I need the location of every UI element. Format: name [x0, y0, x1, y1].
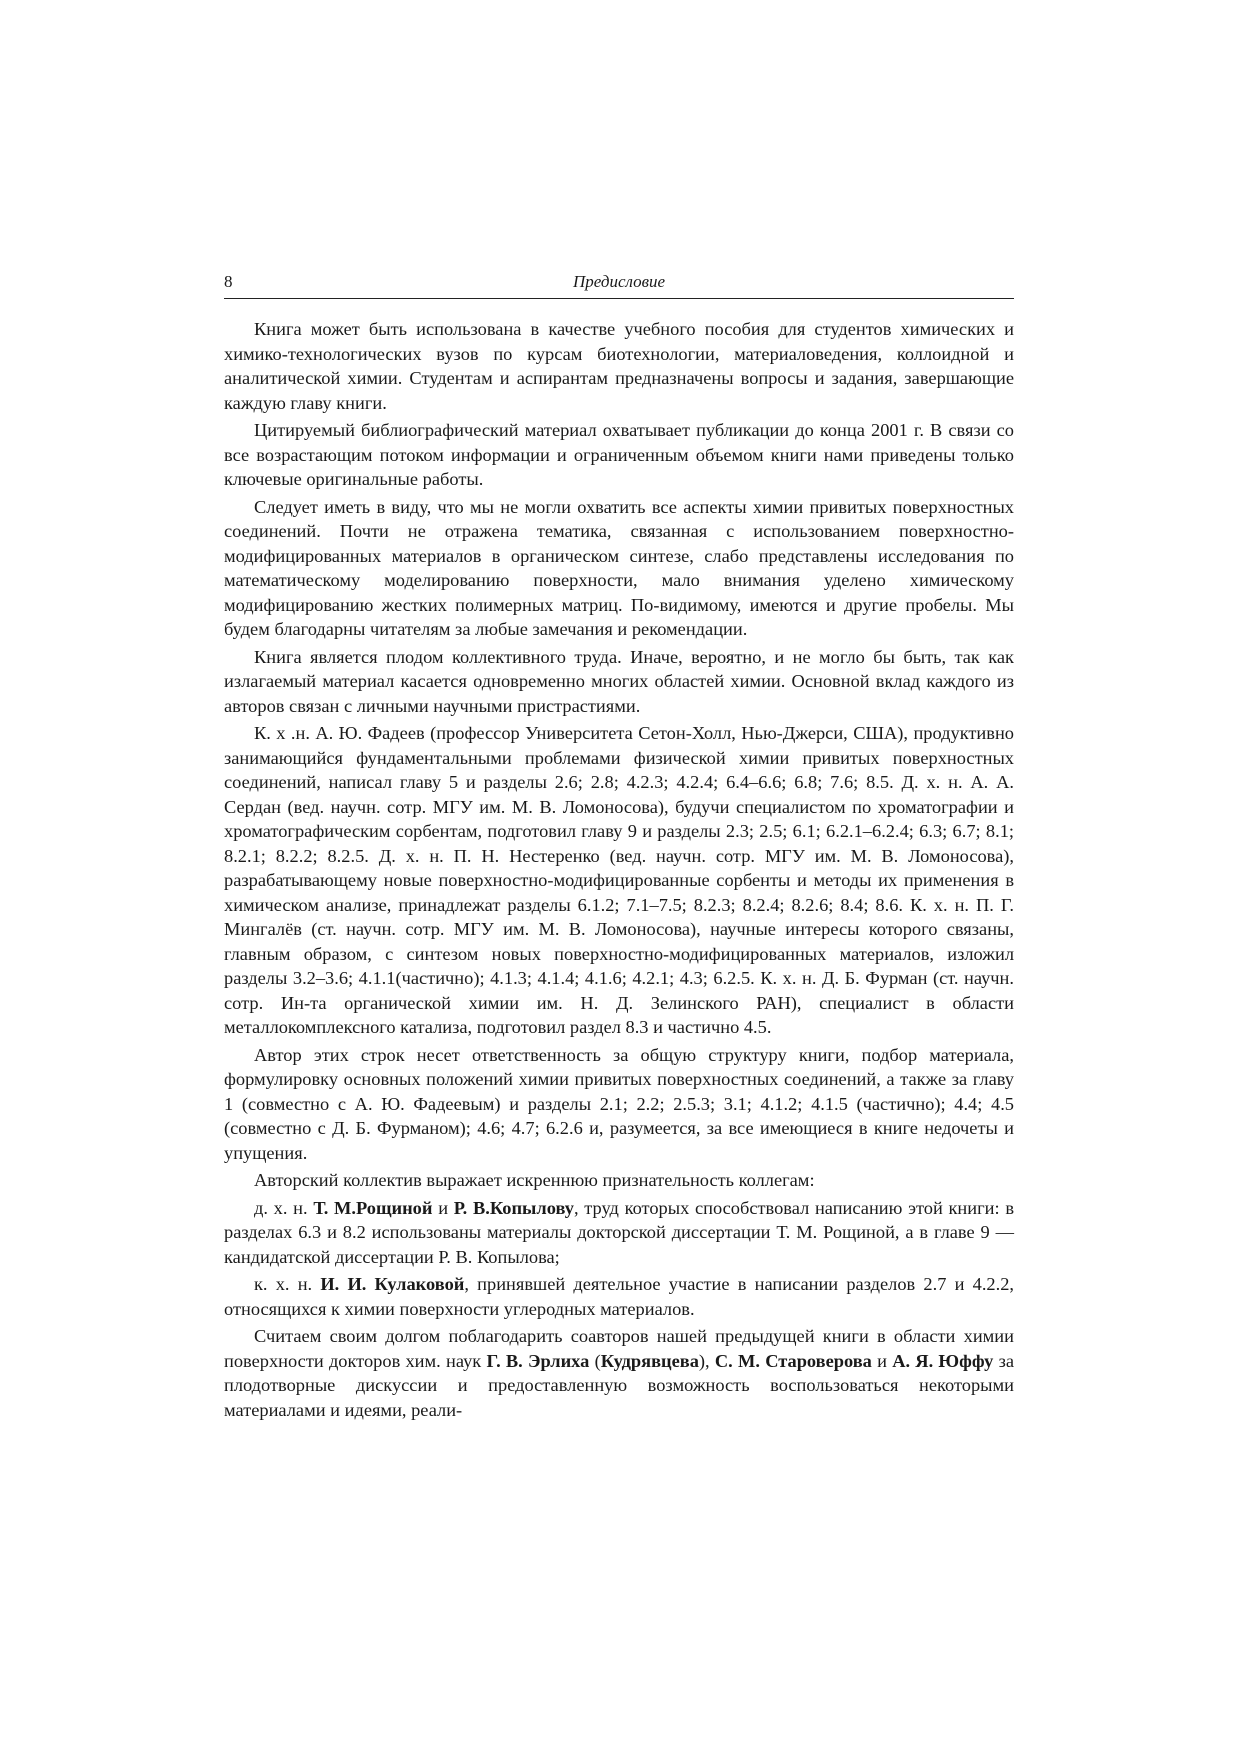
page-number: 8: [224, 272, 233, 291]
p8-name-kopylov: Р. В.Копылову: [453, 1197, 574, 1218]
running-title: Предисловие: [572, 272, 666, 291]
p10-name-staroverov: С. М. Староверова: [714, 1350, 872, 1371]
p8-conj: и: [432, 1197, 454, 1218]
p8-rest: , труд которых способствовал написанию этой книги: в разделах 6.3 и 8.2 использованы материалы докторской диссертации Т. М. Рощиной, а в главе 9 — кандидатской диссертации Р. В. Копылова;: [224, 1197, 1014, 1267]
p10-mid3: и: [871, 1350, 893, 1371]
paragraph-8: [224, 1196, 1014, 1270]
paragraph-3: Следует иметь в виду, что мы не могли охватить все аспекты химии привитых поверхностных соединений. Почти не отражена тематика, связанная с использованием поверхностно-модифицированных материалов в органическом синтезе, слабо представлены исследования по математическому моделированию поверхности, мало внимания уделено химическому модифицированию жестких полимерных матриц. По-видимому, имеются и другие пробелы. Мы будем благодарны читателям за любые замечания и рекомендации.: [224, 496, 1014, 639]
p8-name-roshchina: Т. М.Рощиной: [313, 1197, 433, 1218]
p10-mid2: ),: [698, 1350, 715, 1371]
paragraph-1: Книга может быть использована в качестве учебного пособия для студентов химических и химико-технологических вузов по курсам биотехнологии, материаловедения, коллоидной и аналитической химии. Студентам и аспирантам предназначены вопросы и задания, завершающие каждую главу книги.: [224, 319, 1014, 413]
p9-name-kulakova: И. И. Кулаковой: [320, 1274, 465, 1294]
p10-mid1: (: [589, 1350, 601, 1371]
paragraph-5: К. х .н. А. Ю. Фадеев (профессор Университета Сетон-Холл, Нью-Джерси, США), продуктивно занимающийся фундаментальными проблемами физической химии привитых поверхностных соединений, написал главу 5 и разделы 2.6; 2.8; 4.2.3; 4.2.4; 6.4–6.6; 6.8; 7.6; 8.5. Д. х. н. А. А. Сердан (вед. научн. сотр. МГУ им. М. В. Ломоносова), будучи специалистом по хроматографии и хроматографическим сорбентам, подготовил главу 9 и разделы 2.3; 2.5; 6.1; 6.2.1–6.2.4; 6.3; 6.7; 8.1; 8.2.1; 8.2.2; 8.2.5. Д. х. н. П. Н. Нестеренко (вед. научн. сотр. МГУ им. М. В. Ломоносова), разрабатывающему новые поверхностно-модифицированные сорбенты и методы их применения в химическом анализе, принадлежат разделы 6.1.2; 7.1–7.5; 8.2.3; 8.2.4; 8.2.6; 8.4; 8.6. К. х. н. П. Г. Мингалёв (ст. научн. сотр. МГУ им. М. В. Ломоносова), научные интересы которого связаны, главным образом, с синтезом новых поверхностно-модифицированных материалов, изложил разделы 3.2–3.6; 4.1.1(частично); 4.1.3; 4.1.4; 4.1.6; 4.2.1; 4.3; 6.2.5. К. х. н. Д. Б. Фурман (ст. научн. сотр. Ин-та органической химии им. Н. Д. Зелинского РАН), специалист в области металлокомплексного катализа, подготовил раздел 8.3 и частично 4.5.: [224, 723, 1014, 1037]
p10-name-yuffa: А. Я. Юффу: [892, 1350, 994, 1371]
paragraph-4: Книга является плодом коллективного труда. Иначе, вероятно, и не могло бы быть, так как излагаемый материал касается одновременно многих областей химии. Основной вклад каждого из авторов связан с личными научными пристрастиями.: [224, 646, 1014, 716]
p9-prefix: к. х. н.: [254, 1274, 321, 1294]
p10-rest: за плодотворные дискуссии и предоставленную возможность воспользоваться некоторыми материалами и идеями, реали-: [224, 1350, 1014, 1420]
p9-rest: , принявшей деятельное участие в написании разделов 2.7 и 4.2.2, относящихся к химии поверхности углеродных материалов.: [224, 1274, 1015, 1319]
paragraph-10: [224, 1324, 1014, 1422]
p10-start: Считаем своим долгом поблагодарить соавторов нашей предыдущей книги в области химии поверхности докторов хим. наук: [224, 1326, 1014, 1371]
paragraph-9: [224, 1272, 1014, 1321]
body-text: [224, 317, 1014, 1422]
paragraph-2: Цитируемый библиографический материал охватывает публикации до конца 2001 г. В связи со все возрастающим потоком информации и ограниченным объемом книги нами приведены только ключевые оригинальные работы.: [224, 420, 1014, 489]
paragraph-7: Авторский коллектив выражает искреннюю признательность коллегам:: [254, 1170, 815, 1190]
running-head: [224, 270, 1014, 299]
paragraph-6: Автор этих строк несет ответственность за общую структуру книги, подбор материала, формулировку основных положений химии привитых поверхностных соединений, а также за главу 1 (совместно с А. Ю. Фадеевым) и разделы 2.1; 2.2; 2.5.3; 3.1; 4.1.2; 4.1.5 (частично); 4.4; 4.5 (совместно с Д. Б. Фурманом); 4.6; 4.7; 6.2.6 и, разумеется, за все имеющиеся в книге недочеты и упущения.: [224, 1044, 1014, 1163]
page: [224, 270, 1014, 1422]
p8-prefix: д. х. н.: [254, 1197, 314, 1218]
p10-name-kudryavtsev: Кудрявцева: [600, 1350, 699, 1371]
p10-name-erlikh: Г. В. Эрлиха: [486, 1350, 590, 1371]
